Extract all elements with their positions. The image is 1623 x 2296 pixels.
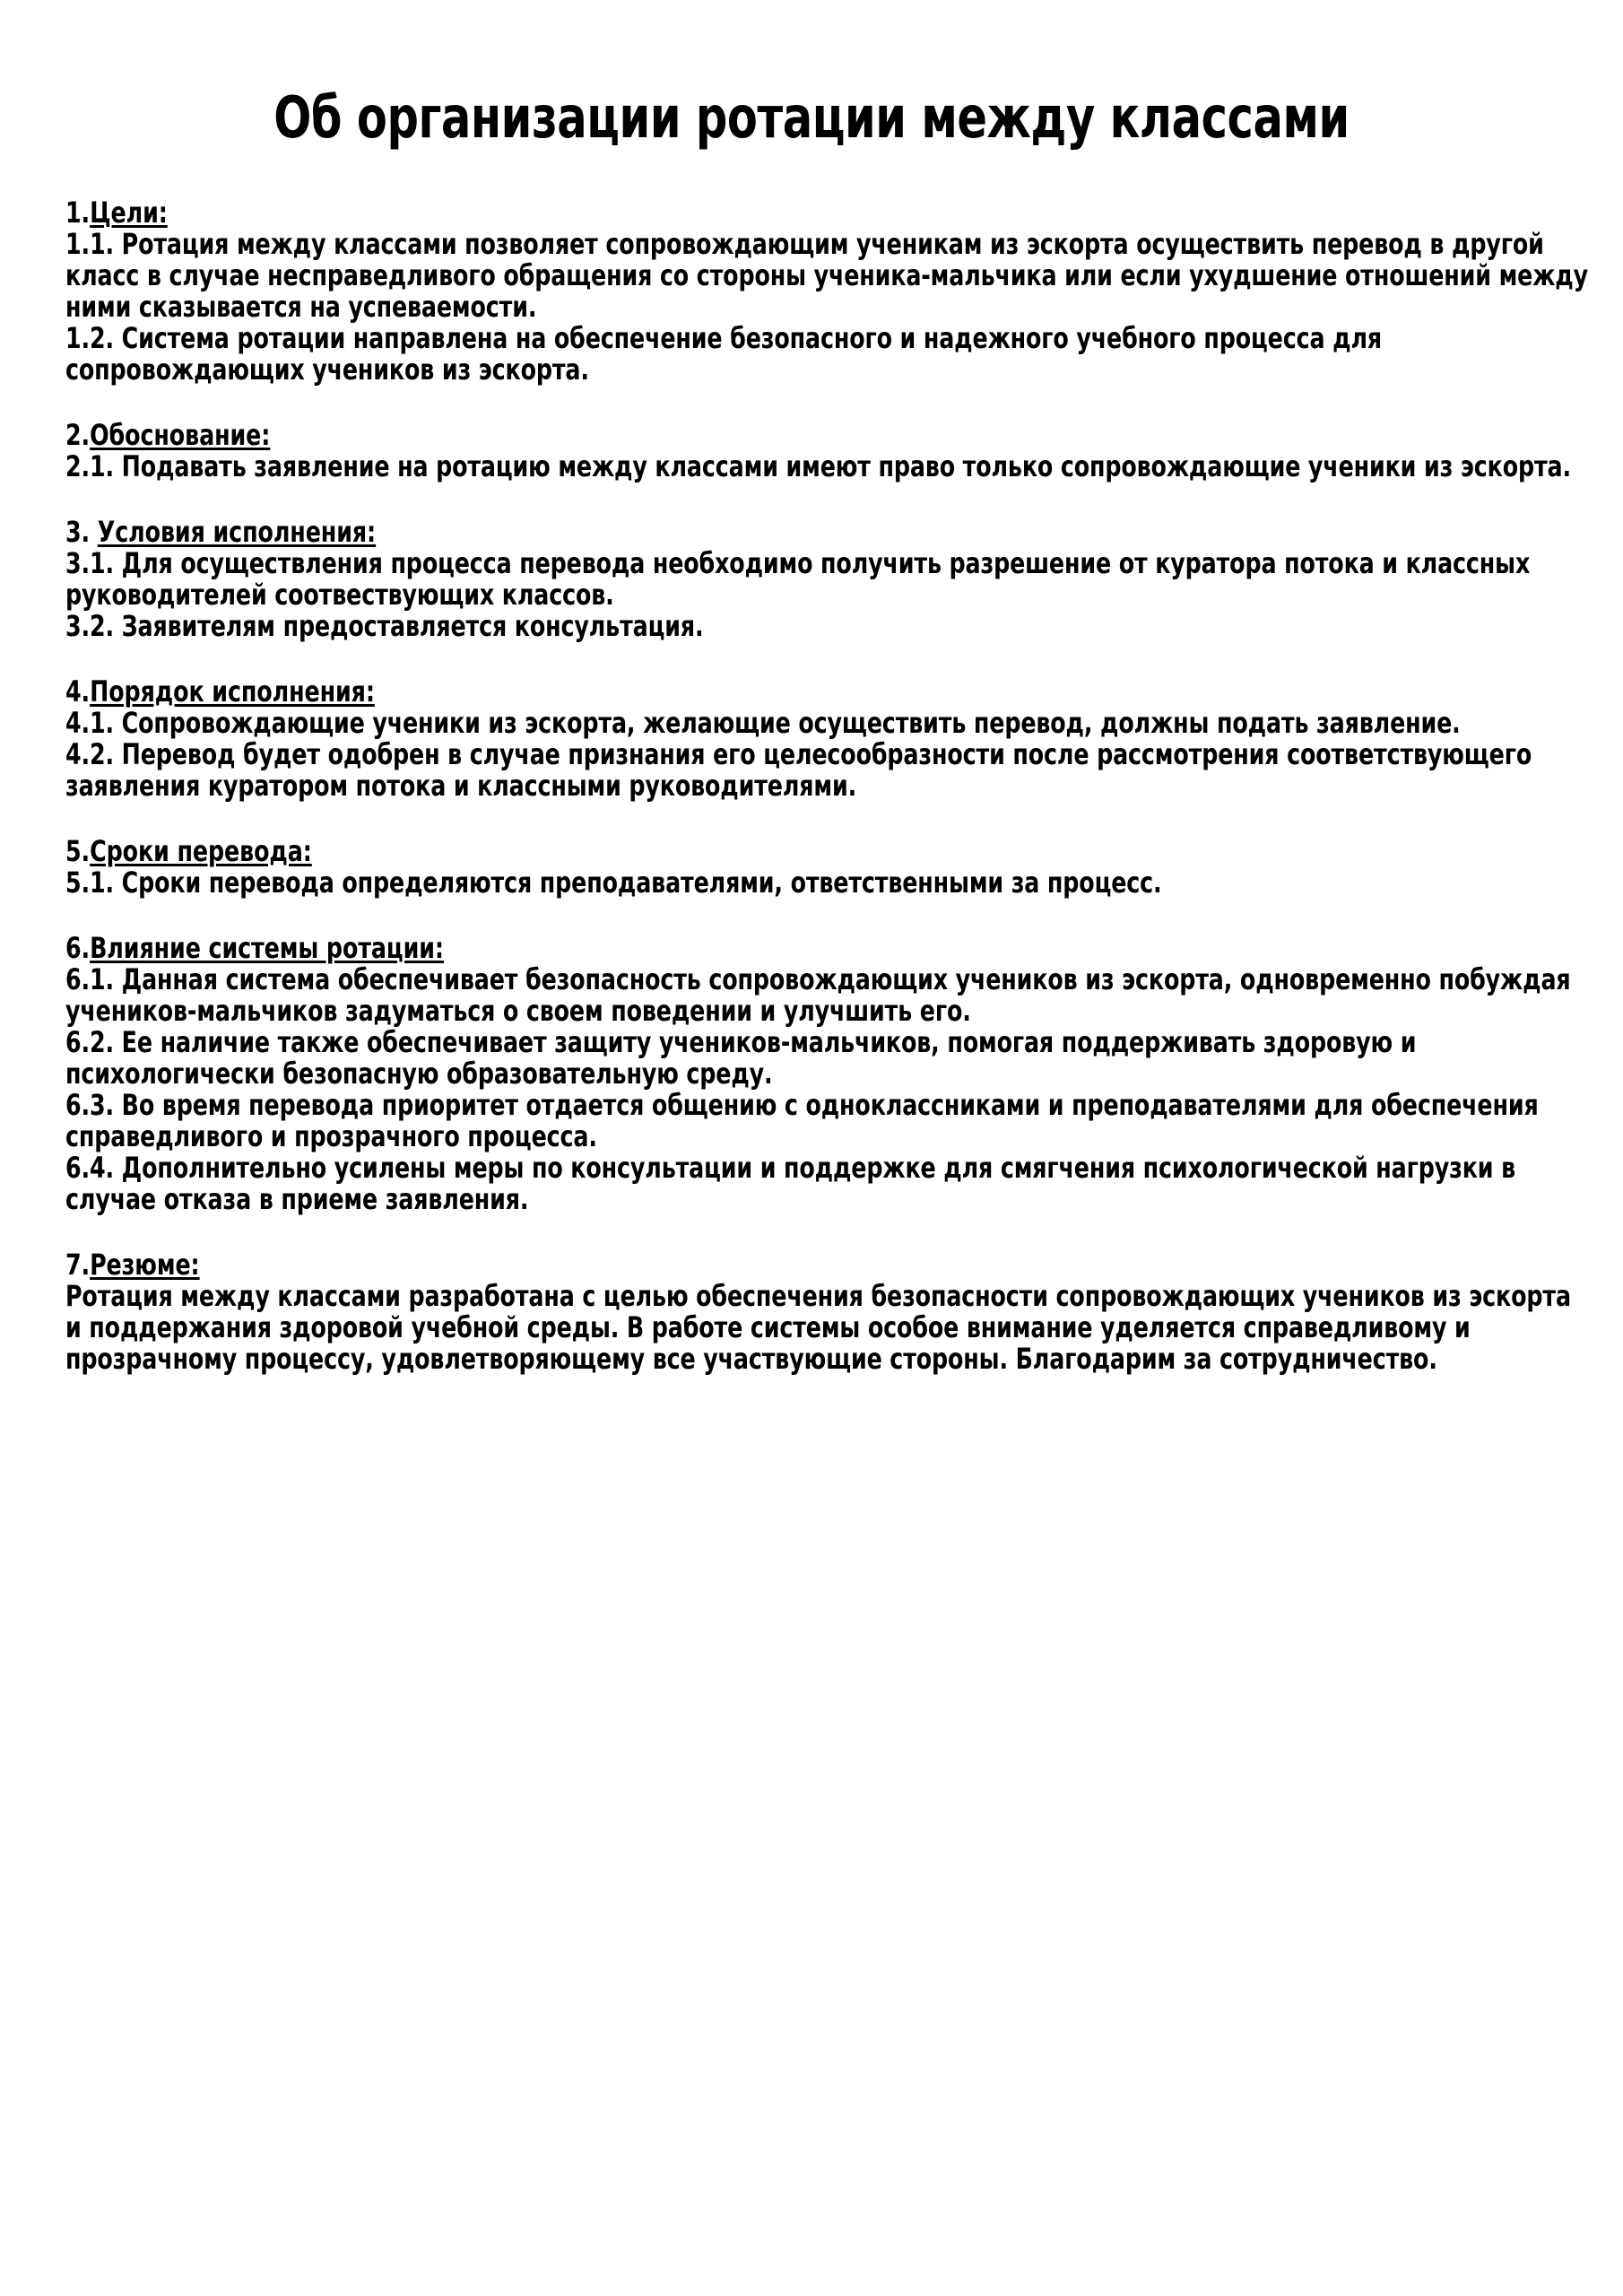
section-4 [65, 676, 1590, 802]
section-4-heading [65, 676, 1407, 708]
section-3-heading [65, 517, 1407, 548]
section-7 [65, 1249, 1590, 1375]
section-3 [65, 517, 1590, 642]
page-title: Об организации ротации между классами [273, 84, 1350, 152]
section-7-number: 7. [65, 1248, 91, 1282]
section-2 [65, 420, 1590, 483]
section-5-number: 5. [65, 834, 91, 868]
section-1-heading [65, 197, 1407, 229]
section-1-number: 1. [65, 196, 91, 230]
section-6 [65, 933, 1590, 1215]
section-2-heading [65, 420, 1407, 451]
section-6-heading [65, 933, 1407, 964]
section-5 [65, 836, 1590, 899]
section-6-paragraph-2: 6.2. Ее наличие также обеспечивает защиту учеников-мальчиков, помогая поддерживать здоровую и психологически безопасную образовательную среду. [65, 1025, 1417, 1091]
section-7-heading [65, 1249, 1407, 1281]
section-6-paragraph-1: 6.1. Данная система обеспечивает безопасность сопровождающих учеников из эскорта, одновременно побуждая учеников-мальчиков задуматься о своем поведении и улучшить его. [65, 962, 1571, 1028]
section-6-paragraph-4: 6.4. Дополнительно усилены меры по консультации и поддержке для смягчения психологической нагрузки в случае отказа в приеме заявления. [65, 1151, 1515, 1216]
section-2-paragraph-1: 2.1. Подавать заявление на ротацию между классами имеют право только сопровождающие ученики из эскорта. [65, 449, 1572, 483]
section-5-heading [65, 836, 1407, 867]
section-1-title: Цели: [90, 196, 168, 230]
section-6-paragraph-3: 6.3. Во время перевода приоритет отдается общению с одноклассниками и преподавателями для обеспечения справедливого и прозрачного процесса. [65, 1088, 1539, 1153]
section-3-paragraph-1: 3.1. Для осуществления процесса перевода необходимо получить разрешение от куратора потока и классных руководителей соотвествующих классов. [65, 546, 1531, 612]
section-1-paragraph-2: 1.2. Система ротации направлена на обеспечение безопасного и надежного учебного процесса для сопровождающих учеников из эскорта. [65, 321, 1383, 387]
section-4-title: Порядок исполнения: [90, 674, 375, 709]
section-1 [65, 197, 1590, 386]
section-2-number: 2. [65, 418, 91, 452]
section-5-paragraph-1: 5.1. Сроки перевода определяются преподавателями, ответственными за процесс. [65, 865, 1162, 900]
section-1-paragraph-1: 1.1. Ротация между классами позволяет сопровождающим ученикам из эскорта осуществить перевод в другой класс в случае несправедливого обращения со стороны ученика-мальчика или если ухудшение отношений между ними сказывается на успеваемости. [65, 227, 1589, 324]
section-3-title: Условия исполнения: [97, 515, 377, 549]
section-5-title: Сроки перевода: [90, 834, 312, 868]
section-4-paragraph-2: 4.2. Перевод будет одобрен в случае признания его целесообразности после рассмотрения соответствующего заявления куратором потока и классными руководителями. [65, 737, 1532, 803]
document-body [65, 197, 1590, 1375]
section-3-number: 3. [65, 515, 98, 549]
section-2-title: Обоснование: [90, 418, 271, 452]
section-3-paragraph-2: 3.2. Заявителям предоставляется консультация. [65, 609, 704, 643]
section-4-number: 4. [65, 674, 91, 709]
section-6-title: Влияние системы ротации: [90, 931, 444, 965]
section-7-summary: Ротация между классами разработана с целью обеспечения безопасности сопровождающих учеников из эскорта и поддержания здоровой учебной среды. В работе системы особое внимание уделяется справедливому и прозрачному процессу, удовлетворяющему все участвующие стороны. Благодарим за сотрудничество. [65, 1279, 1571, 1376]
section-6-number: 6. [65, 931, 91, 965]
section-7-title: Резюме: [90, 1248, 200, 1282]
section-4-paragraph-1: 4.1. Сопровождающие ученики из эскорта, желающие осуществить перевод, должны подать заявление. [65, 706, 1461, 740]
